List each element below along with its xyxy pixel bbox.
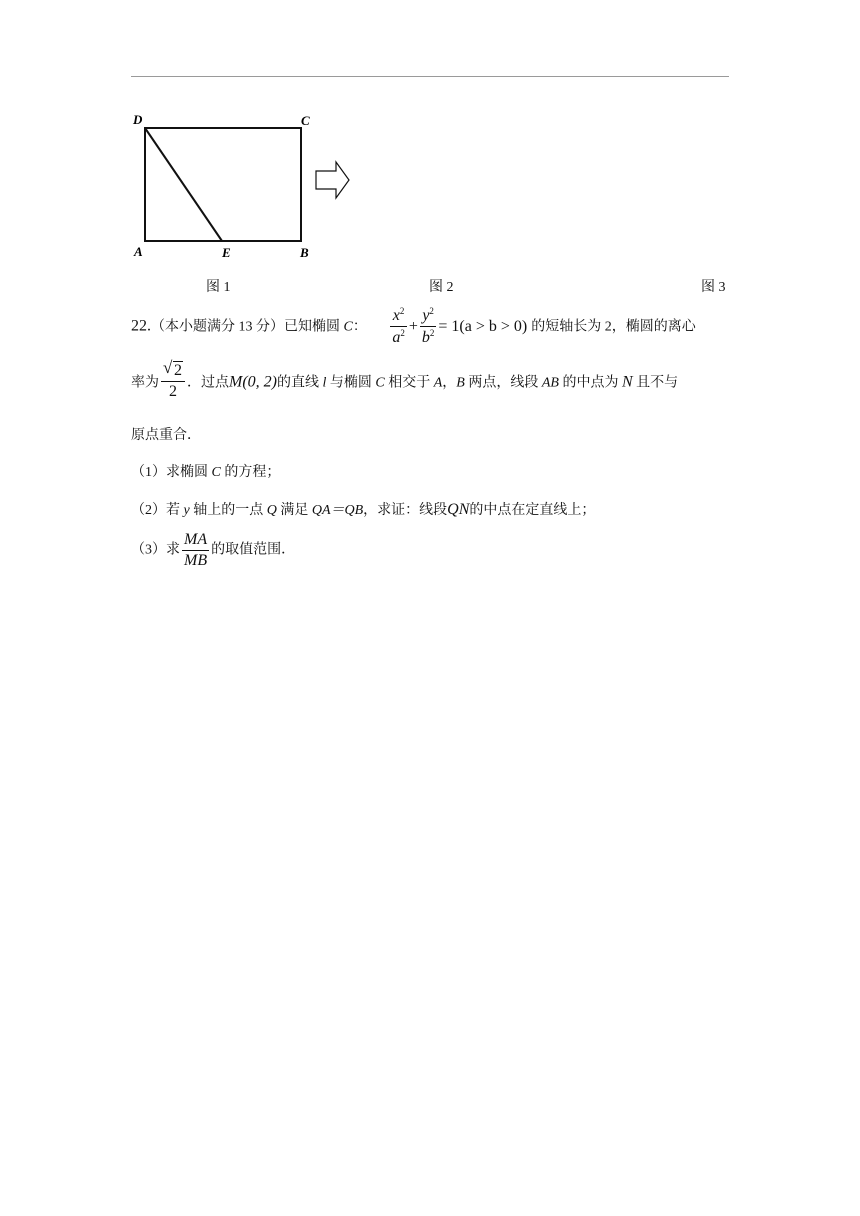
problem-line-3: 原点重合． bbox=[131, 428, 201, 443]
problem-line-1: 22.（本小题满分 13 分）已知椭圆 C： $\frac{x^2}{a^2}$ + $\frac{y^2}{b^2}$ = 1(a > b > 0) 的短轴长为 2，椭圆的离心 bbox=[131, 306, 696, 347]
ratio-ma-mb: $\frac{MA}{MB}$ bbox=[184, 531, 208, 570]
label-c: C bbox=[301, 113, 310, 128]
point-m: M(0, 2) bbox=[229, 373, 277, 391]
label-d: D bbox=[133, 112, 143, 127]
figure-1-rectangle bbox=[120, 100, 380, 270]
problem-number: 22. bbox=[131, 317, 151, 335]
header-rule bbox=[131, 76, 729, 77]
eccentricity-fraction: √ 2 2 bbox=[161, 362, 185, 402]
problem-line-2: 率为 √ 2 2 ．过点M(0, 2)的直线 l 与椭圆 C 相交于 A，B 两点，线段 AB 的中点为 N 且不与 bbox=[131, 358, 679, 401]
curve-name: C bbox=[343, 319, 353, 335]
ellipse-equation: $\frac{x^2}{a^2}$ + $\frac{y^2}{b^2}$ = 1(a > b > 0) bbox=[392, 306, 528, 347]
rectangle-abcd bbox=[145, 128, 301, 241]
label-a: A bbox=[134, 244, 143, 259]
caption-figure-1: 图 1 bbox=[206, 280, 231, 295]
caption-figure-2: 图 2 bbox=[429, 280, 454, 295]
question-2: （2）若 y 轴上的一点 Q 满足 QA＝QB，求证：线段QN的中点在定直线上； bbox=[131, 501, 596, 518]
question-1: （1）求椭圆 C 的方程； bbox=[131, 465, 281, 480]
right-arrow-icon bbox=[316, 162, 349, 198]
fraction-x2-a2: $\frac{x^2}{a^2}$ bbox=[392, 306, 405, 347]
question-3: （3）求 $\frac{MA}{MB}$ 的取值范围． bbox=[131, 531, 296, 570]
fraction-y2-b2: $\frac{y^2}{b^2}$ bbox=[421, 306, 435, 347]
label-b: B bbox=[300, 245, 309, 260]
label-e: E bbox=[222, 245, 231, 260]
caption-figure-3: 图 3 bbox=[701, 280, 726, 295]
problem-points: （本小题满分 13 分） bbox=[151, 319, 284, 335]
segment-de bbox=[145, 128, 222, 241]
